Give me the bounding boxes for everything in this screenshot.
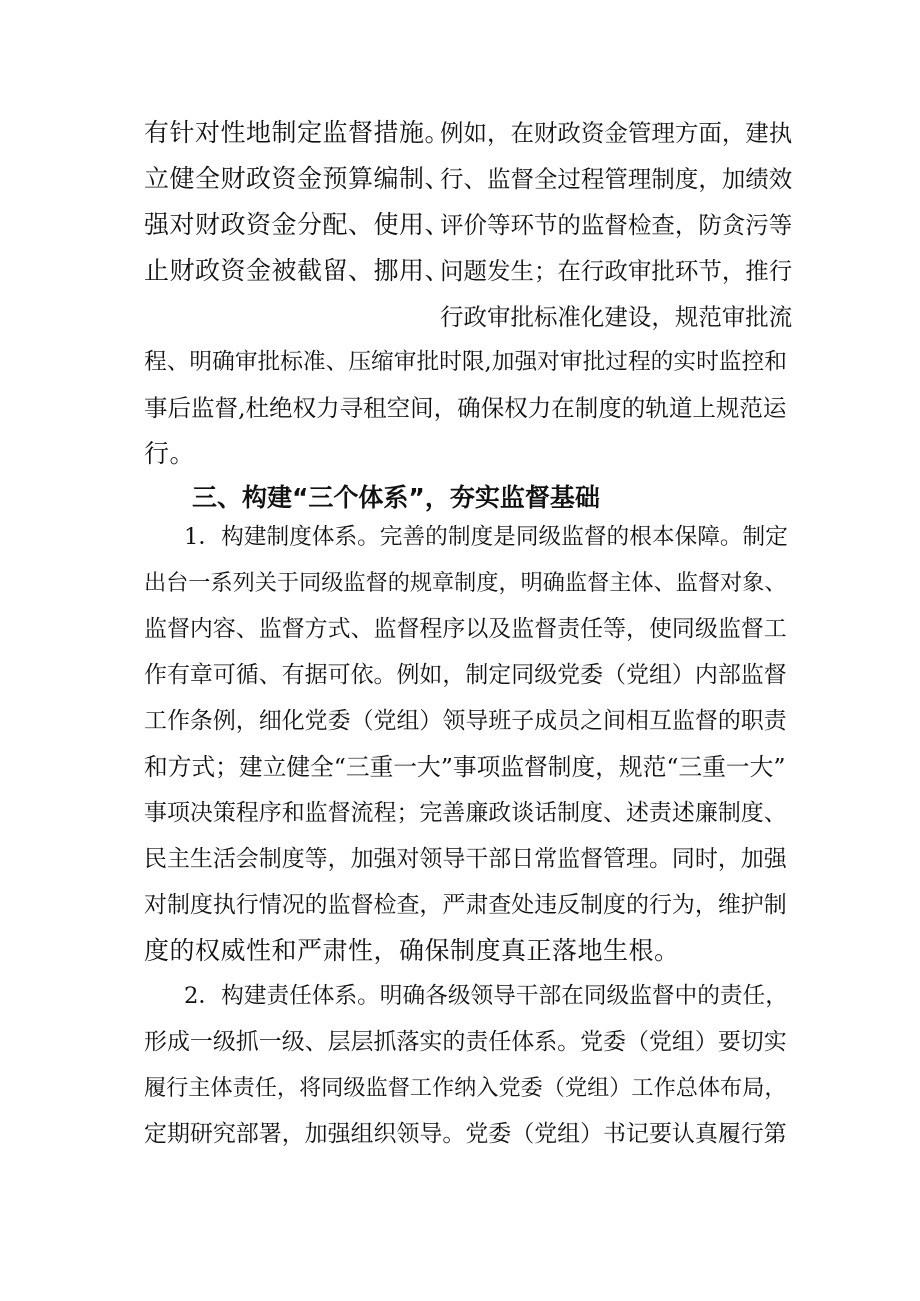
text-line: 监督内容、监督方式、监督程序以及监督责任等，使同级监督工 bbox=[144, 616, 787, 642]
text-line: 例如，在财政资金管理方面，建执 bbox=[440, 119, 793, 147]
text-line: 程、明确审批标准、压缩审批时限,加强对审批过程的实时监控和 bbox=[144, 349, 787, 375]
text-line: 度的权威性和严肃性，确保制度真正落地生根。 bbox=[144, 936, 680, 965]
text-line: 立健全财政资金预算编制、 bbox=[144, 164, 451, 193]
text-line: 形成一级抓一级、层层抓落实的责任体系。党委（党组）要切实 bbox=[144, 1029, 787, 1055]
text-line: 履行主体责任，将同级监督工作纳入党委（党组）工作总体布局， bbox=[144, 1075, 787, 1101]
text-line: 事后监督,杜绝权力寻租空间，确保权力在制度的轨道上规范运 bbox=[144, 394, 787, 422]
text-line: 出台一系列关于同级监督的规章制度，明确监督主体、监督对象、 bbox=[144, 570, 787, 596]
text-line: 对制度执行情况的监督检查，严肃查处违反制度的行为，维护制 bbox=[144, 892, 787, 918]
text-line: 1．构建制度体系。完善的制度是同级监督的根本保障。制定 bbox=[184, 524, 788, 550]
text-line: 评价等环节的监督检查，防贪污等 bbox=[440, 211, 793, 239]
text-line: 行。 bbox=[144, 439, 196, 468]
section-heading: 三、构建“三个体系”，夯实监督基础 bbox=[192, 483, 600, 512]
text-line: 止财政资金被截留、挪用、 bbox=[144, 256, 451, 285]
text-line: 行、监督全过程管理制度，加绩效 bbox=[440, 165, 793, 193]
text-line: 行政审批标准化建设，规范审批流 bbox=[440, 303, 793, 331]
text-line: 问题发生；在行政审批环节，推行 bbox=[440, 257, 793, 285]
text-line: 2．构建责任体系。明确各级领导干部在同级监督中的责任， bbox=[184, 983, 788, 1009]
text-line: 和方式；建立健全“三重一大”事项监督制度，规范“三重一大” bbox=[144, 753, 786, 781]
text-line: 有针对性地制定监督措施。 bbox=[144, 118, 451, 147]
text-line: 工作条例，细化党委（党组）领导班子成员之间相互监督的职责 bbox=[144, 708, 787, 734]
text-line: 作有章可循、有据可依。例如，制定同级党委（党组）内部监督 bbox=[144, 662, 787, 688]
text-line: 事项决策程序和监督流程；完善廉政谈话制度、述责述廉制度、 bbox=[144, 800, 787, 826]
text-line: 强对财政资金分配、使用、 bbox=[144, 210, 451, 239]
text-line: 民主生活会制度等，加强对领导干部日常监督管理。同时，加强 bbox=[144, 846, 787, 872]
text-line: 定期研究部署，加强组织领导。党委（党组）书记要认真履行第 bbox=[144, 1121, 787, 1147]
